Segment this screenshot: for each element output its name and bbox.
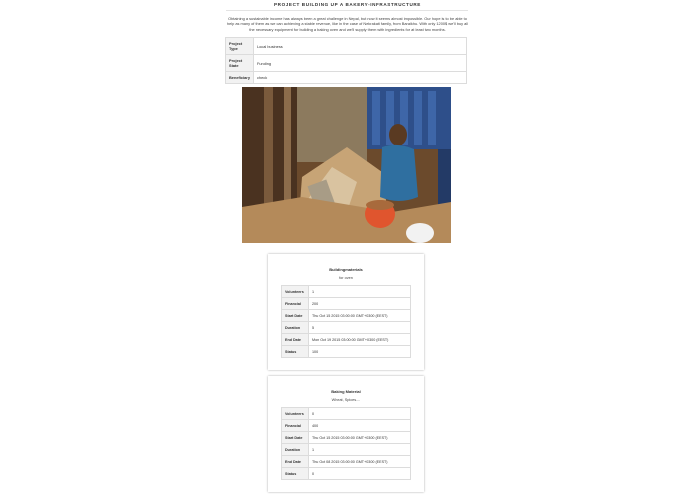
task-subtitle: Wheat, Spices....: [331, 398, 361, 402]
status-label: Status: [282, 468, 309, 480]
table-row: [282, 298, 411, 310]
table-row: [282, 334, 411, 346]
table-row: [282, 456, 411, 468]
end-date-label: End Date: [282, 456, 309, 468]
task-details-table: [281, 285, 411, 358]
duration-value: 1: [309, 444, 411, 456]
project-state-value: Funding: [253, 55, 466, 72]
financial-label: Financial: [282, 420, 309, 432]
task-card: [268, 254, 424, 370]
task-card: [268, 376, 424, 492]
financial-value: 200: [309, 298, 411, 310]
project-type-label: Project Type: [226, 38, 254, 55]
beneficiary-value: check: [253, 72, 466, 84]
start-date-value: Thu Oct 15 2015 03:00:00 GMT+0300 (EEST): [309, 432, 411, 444]
table-row: [282, 420, 411, 432]
beneficiary-row: [226, 72, 467, 84]
project-photo: [242, 87, 451, 243]
table-row: [282, 322, 411, 334]
status-label: Status: [282, 346, 309, 358]
status-value: 0: [309, 468, 411, 480]
table-row: [282, 444, 411, 456]
duration-value: 5: [309, 322, 411, 334]
financial-value: 400: [309, 420, 411, 432]
volunteers-value: 1: [309, 286, 411, 298]
project-state-label: Project State: [226, 55, 254, 72]
project-description: Obtaining a sustainable income has always been a great challenge in Nepal, but now it seems almost impossible. Our hope is to be able to help as many of them as we can achieving a stable revenue, like in the case of Nekrakati family, from Baraikhu. With only 1200$ we'll buy all the necessary equipment for building a baking oven and we'll supply them with ingredients for at least two months.: [226, 16, 469, 32]
end-date-value: Thu Oct 08 2015 03:00:00 GMT+0300 (EEST): [309, 456, 411, 468]
table-row: [282, 408, 411, 420]
table-row: [282, 468, 411, 480]
table-row: [282, 310, 411, 322]
end-date-label: End Date: [282, 334, 309, 346]
task-details-table: [281, 407, 411, 480]
start-date-label: Start Date: [282, 310, 309, 322]
task-subtitle: for oven: [339, 276, 353, 280]
volunteers-label: Volunteers: [282, 408, 309, 420]
project-info-table: [225, 37, 467, 84]
start-date-label: Start Date: [282, 432, 309, 444]
start-date-value: Thu Oct 15 2015 03:00:00 GMT+0300 (EEST): [309, 310, 411, 322]
page-title: PROJECT BUILDING UP A BAKERY-INFRASTRUCTURE: [274, 2, 421, 7]
task-title: Buildingmaterials: [329, 267, 363, 272]
status-value: 100: [309, 346, 411, 358]
task-title: Baking Material: [331, 389, 361, 394]
financial-label: Financial: [282, 298, 309, 310]
project-type-row: [226, 38, 467, 55]
volunteers-label: Volunteers: [282, 286, 309, 298]
table-row: [282, 286, 411, 298]
duration-label: Duration: [282, 322, 309, 334]
end-date-value: Mon Oct 19 2015 03:00:00 GMT+0300 (EEST): [309, 334, 411, 346]
title-divider: [226, 10, 468, 11]
table-row: [282, 432, 411, 444]
table-row: [282, 346, 411, 358]
volunteers-value: 0: [309, 408, 411, 420]
project-state-row: [226, 55, 467, 72]
duration-label: Duration: [282, 444, 309, 456]
project-type-value: Local business: [253, 38, 466, 55]
beneficiary-label: Beneficiary: [226, 72, 254, 84]
